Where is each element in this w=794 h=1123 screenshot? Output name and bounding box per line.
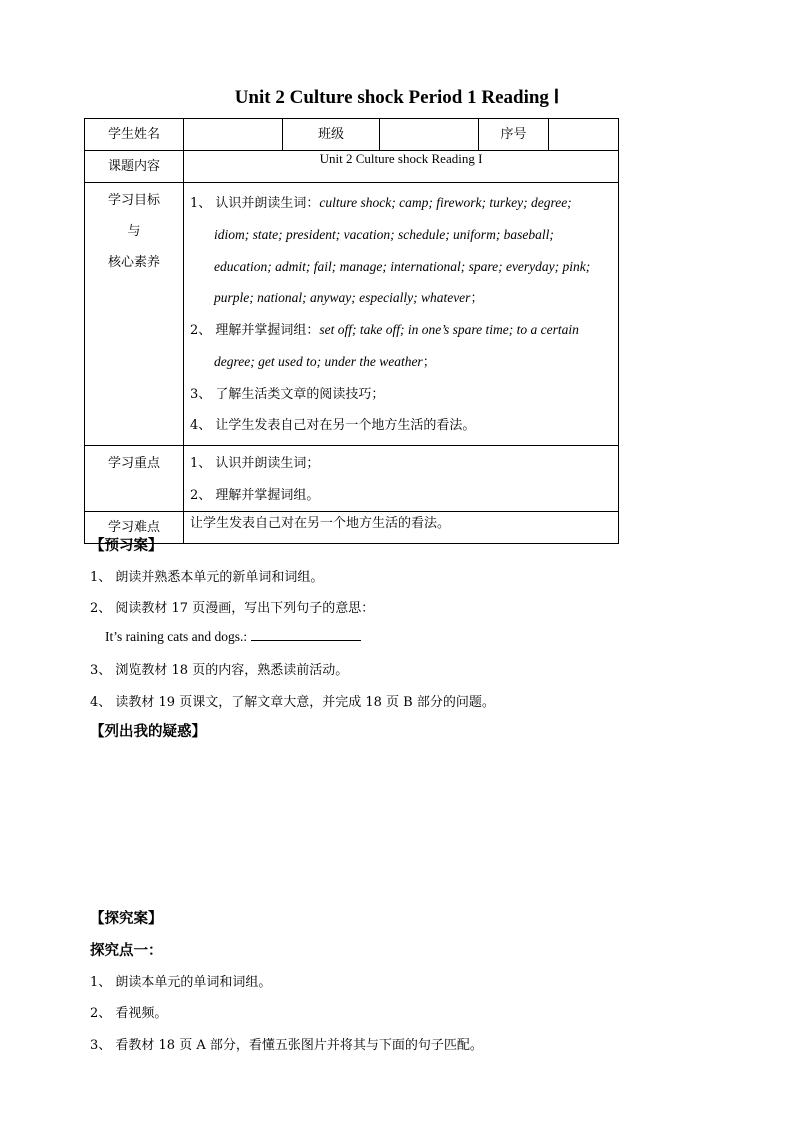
page-title: Unit 2 Culture shock Period 1 Reading Ⅰ bbox=[234, 87, 560, 108]
row-difficulty bbox=[85, 511, 619, 543]
explore-item-3: 3、 看教材 18 页 A 部分，看懂五张图片并将其与下面的句子匹配。 bbox=[90, 1038, 483, 1053]
explore-item-2: 2、 看视频。 bbox=[90, 1006, 168, 1021]
objective-label bbox=[85, 183, 184, 446]
objective-line-4: purple; national; anyway; especially; whatever； bbox=[214, 289, 484, 306]
class-field[interactable] bbox=[380, 119, 479, 151]
topic-value: Unit 2 Culture shock Reading I bbox=[184, 151, 619, 183]
explore-point-1: 探究点一： bbox=[90, 942, 163, 959]
seq-field[interactable] bbox=[549, 119, 619, 151]
objective-label-line1: 学习目标 bbox=[107, 193, 160, 208]
lesson-info-table bbox=[84, 118, 619, 544]
objective-line-5: 2、 理解并掌握词组：set off; take off; in one’s spare time; to a certain bbox=[190, 322, 579, 339]
objective-label-line2: 与 bbox=[127, 224, 141, 239]
class-label: 班级 bbox=[283, 119, 380, 151]
student-name-label: 学生姓名 bbox=[85, 119, 184, 151]
student-name-field[interactable] bbox=[184, 119, 283, 151]
objective-line-7: 3、 了解生活类文章的阅读技巧； bbox=[190, 386, 385, 402]
row-topic bbox=[85, 151, 619, 183]
key-points-content bbox=[184, 446, 619, 512]
explore-heading: 【探究案】 bbox=[90, 910, 163, 927]
doubts-heading: 【列出我的疑惑】 bbox=[90, 723, 206, 740]
objective-line-8: 4、 让学生发表自己对在另一个地方生活的看法。 bbox=[190, 418, 476, 434]
seq-label: 序号 bbox=[479, 119, 549, 151]
objective-line-6: degree; get used to; under the weather； bbox=[214, 354, 436, 371]
preview-item-2: 2、 阅读教材 17 页漫画，写出下列句子的意思： bbox=[90, 601, 375, 616]
explore-item-1: 1、 朗读本单元的单词和词组。 bbox=[90, 975, 272, 990]
preview-item-1: 1、 朗读并熟悉本单元的新单词和词组。 bbox=[90, 570, 324, 585]
preview-item-3: 3、 浏览教材 18 页的内容，熟悉读前活动。 bbox=[90, 663, 349, 678]
objective-line-2: idiom; state; president; vacation; schedule; uniform; baseball; bbox=[214, 227, 554, 243]
preview-item-4: 4、 读教材 19 页课文，了解文章大意，并完成 18 页 B 部分的问题。 bbox=[90, 695, 495, 710]
key-point-2: 2、 理解并掌握词组。 bbox=[190, 487, 320, 503]
objective-content bbox=[184, 183, 619, 446]
key-point-1: 1、 认识并朗读生词； bbox=[190, 456, 320, 472]
row-key-points bbox=[85, 446, 619, 512]
key-points-label: 学习重点 bbox=[85, 446, 184, 512]
objective-label-line3: 核心素养 bbox=[107, 255, 160, 270]
difficulty-value: 让学生发表自己对在另一个地方生活的看法。 bbox=[184, 511, 619, 543]
row-objectives bbox=[85, 183, 619, 446]
difficulty-label: 学习难点 bbox=[85, 511, 184, 543]
row-student bbox=[85, 119, 619, 151]
preview-heading: 【预习案】 bbox=[90, 537, 163, 554]
objective-line-3: education; admit; fail; manage; international; spare; everyday; pink; bbox=[214, 258, 591, 274]
answer-blank[interactable] bbox=[251, 628, 361, 641]
preview-sentence: It’s raining cats and dogs.: bbox=[105, 628, 361, 645]
objective-line-1: 1、 认识并朗读生词：culture shock; camp; firework; turkey; degree; bbox=[190, 195, 572, 211]
topic-label: 课题内容 bbox=[85, 151, 184, 183]
